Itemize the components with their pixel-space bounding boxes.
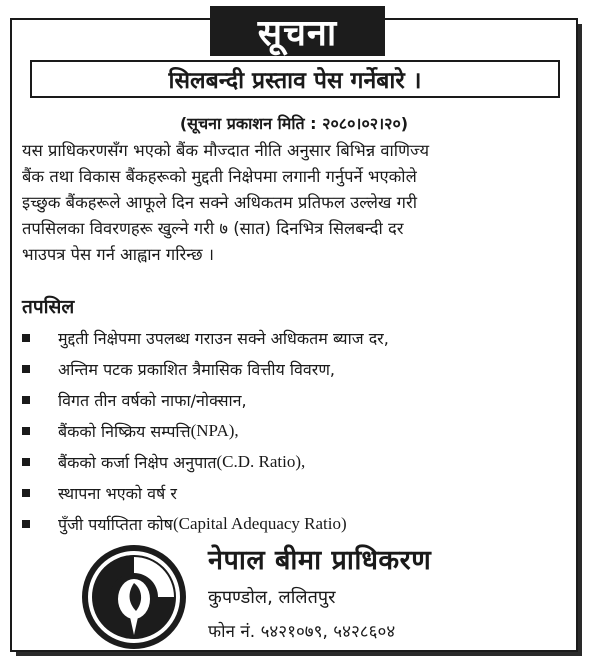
bullet-icon (22, 334, 30, 342)
item-text: बैंकको कर्जा निक्षेप अनुपात (58, 452, 217, 472)
list-item (22, 322, 562, 353)
notice-body (22, 138, 568, 268)
list-item (22, 353, 562, 384)
notice-box (10, 12, 578, 652)
emblem-icon (80, 543, 188, 651)
bullet-icon (22, 427, 30, 435)
publication-date: (सूचना प्रकाशन मिति : २०८०।०२।२०) (179, 114, 409, 133)
list-item (22, 415, 562, 446)
bullet-icon (22, 458, 30, 466)
item-latin-text: (C.D. Ratio), (216, 451, 306, 471)
bullet-icon (22, 396, 30, 404)
item-text: विगत तीन वर्षको नाफा/नोक्सान, (58, 390, 247, 410)
bullet-icon (22, 520, 30, 528)
body-line: इच्छुक बैंकहरूले आफूले दिन सक्ने अधिकतम प्रतिफल उल्लेख गरी (22, 193, 417, 212)
body-line: बैंक तथा विकास बैंकहरूको मुद्दती निक्षेपमा लगानी गर्नुपर्ने भएकोले (22, 167, 417, 186)
notice-subject: सिलबन्दी प्रस्ताव पेस गर्नेबारे । (30, 60, 560, 98)
requirements-list (22, 322, 562, 539)
item-latin-text: (NPA), (190, 420, 239, 440)
item-text: अन्तिम पटक प्रकाशित त्रैमासिक वित्तीय विवरण, (58, 359, 335, 379)
item-text: पुँजी पर्याप्तिता कोष (58, 514, 173, 534)
list-item (22, 508, 562, 539)
item-text: मुद्दती निक्षेपमा उपलब्ध गराउन सक्ने अधिकतम ब्याज दर, (58, 328, 389, 348)
body-line: भाउपत्र पेस गर्न आह्वान गरिन्छ । (22, 245, 215, 264)
list-item (22, 477, 562, 508)
bullet-icon (22, 365, 30, 373)
organization-phone: फोन नं. ५४२१०७९, ५४२८६०४ (208, 622, 396, 642)
organization-name: नेपाल बीमा प्राधिकरण (208, 545, 432, 576)
list-item (22, 384, 562, 415)
list-item (22, 446, 562, 477)
body-line: तपसिलका विवरणहरू खुल्ने गरी ७ (सात) दिनभित्र सिलबन्दी दर (22, 219, 404, 238)
notice-badge: सूचना (210, 6, 385, 56)
item-text: बैंकको निष्क्रिय सम्पत्ति (58, 421, 191, 441)
organization-address: कुपण्डोल, ललितपुर (208, 587, 336, 608)
item-latin-text: (Capital Adequacy Ratio) (172, 513, 347, 533)
item-text: स्थापना भएको वर्ष र (58, 483, 177, 503)
bullet-icon (22, 489, 30, 497)
organization-block (208, 540, 431, 642)
section-heading: तपसिल (22, 296, 75, 318)
body-line: यस प्राधिकरणसँग भएको बैंक मौज्दात नीति अनुसार बिभिन्न वाणिज्य (22, 141, 430, 160)
